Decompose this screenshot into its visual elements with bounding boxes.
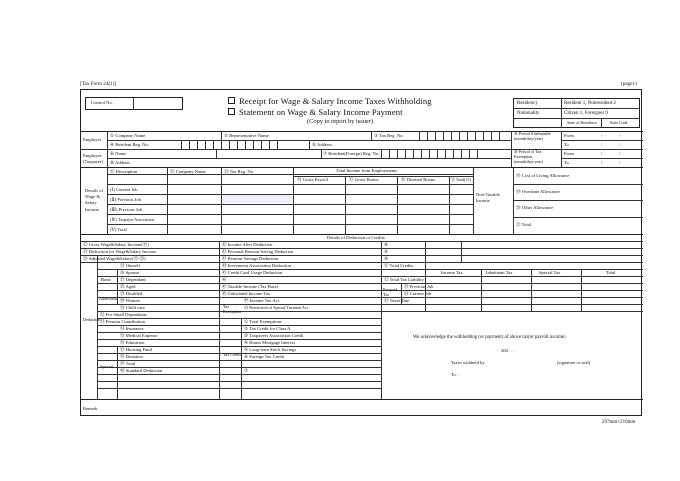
receipt-title: Receipt for Wage & Salary Income Taxes Withholding — [239, 96, 432, 106]
income-after-deduction: ㊶ Income After Deduction — [222, 242, 273, 247]
exemption-special-act: ㊿ Restriction of Special Taxation Act — [244, 305, 308, 310]
income-row-previous2: (Ⅲ) Previous Job — [110, 207, 143, 212]
income-row-total: (Ⅴ) Total — [110, 227, 127, 232]
personal-pension: ㊷ Personal Pension Saving Deduction — [222, 249, 294, 254]
issuer-label: Taxes withheld by — [451, 360, 485, 365]
deemed-bonus-header: ⑯ Deemed Bonus — [401, 177, 435, 182]
prepaid-previous-job: ⑬ Previous Job — [404, 284, 434, 289]
state-code-label: State Code — [610, 120, 628, 125]
deduction-label: Deduction — [83, 317, 101, 322]
state-label: State of Residence — [567, 120, 597, 125]
credit-label: Tax Credit — [223, 352, 241, 357]
signature-label[interactable]: (signature or seal) — [557, 360, 591, 365]
remark-label: Remark — [83, 406, 98, 411]
income-row-association: (Ⅳ) Taxpayer Association — [110, 217, 155, 222]
exemption-income-tax-act: ㊾ Income Tax Act — [244, 298, 279, 303]
tax-form: Control No. Receipt for Wage & Salary Income Taxes Withholding Statement on Wage & Salary Income Payment (Copy to report by issuer) Residency Resident 1, Nonresident 2 Nationality Citizen 1, Foreigner 9 State of Residence State Code Employer Employee (Taxpayer) ① Company Name ② Representative Name ③ Tax Reg. No. ④ Resident Reg. No. ⑤ Address ⑥ Name ⑦ Resident(Foreign) Reg. No. ⑧ Address ⑨ Period Attributable (month/day/year) ⑩ Period of Tax Exemption (month/day/year) From To From To / / / / / / / / Details of Wage & Salary Income ⑪ Description ⑫ Company Name ⑬ Tax Reg. No. Total Income from Employments ⑭ Gross Payroll ⑮ Gross Bonus ⑯ Deemed Bonus ⑰ Total(⑭) (Ⅰ) Current Job (Ⅱ) Previous Job (Ⅲ) Previous Job (Ⅳ) Taxpayer Association (Ⅴ) Total Non-Taxable Income ⑱ Cost of Living Allowance ⑲ Overtime Allowance ⑳ Other Allowance ㉑ Total Details of Deduction or Credits ㉒ Gross Wage&Salary Income(⑰) ㉓ Deduction for Wage&Salary Income ㉔ Adjusted Wage&Salary(㉒-㉓) Basic ㉕ Oneself ㉖ Spouse ㉗ Dependant Additional ㉘ Aged ㉙ Disabled ㉚ Women ㉛ Child care Deduction ㉜ For Small Dependants ㉝ Pension Contribution Special ㉞ Insurance ㉟ Medical Expense ㊱ Education ㊲ Housing Fund ㊳ Donation ㊴ Total ㊵ Standard Deduction ㊶ Income After Deduction ㊷ Personal Pension Saving Deduction ㊸ Pension Savings Deduction ㊹ Investment Association Deduction ㊺ Credit Card Usage Deduction ㊻ ㊼ Taxable Income (Tax Base) ㊽ Calculated Income Tax Tax Exemption ㊾ Income Tax Act ㊿ Restriction of Special Taxation Act Tax Credit ① Total Exemptions ② Tax Credit for Class A ③ Taxpayers Association Credit ④ House Mortgage Interest ⑤ Long-term Stock Savings ⑥ Foreign Tax Credit ⑦ ⑧ ⑨ ⑩ ⑪ Total Credits Income Tax Inhabitant Tax Special Tax Total ⑫ Total Tax Liability Pre-paid Tax ⑬ Previous Job ⑭ Current Job ⑮ Taxes Due We acknowledge the withholding (or payment) of above tax(or payroll income) 200 . . . Taxes withheld by (signature or seal) To : Remark — [80, 89, 642, 416]
control-no-label: Control No. — [91, 100, 113, 105]
credit-blank-row: ⑦ — [244, 368, 249, 373]
special-label: Special — [100, 364, 114, 369]
small-dependants-row: ㉜ For Small Dependants — [100, 312, 147, 317]
special-standard: ㊵ Standard Deduction — [120, 368, 163, 373]
employee-reg-field[interactable]: ⑦ Resident(Foreign) Reg. No. — [323, 151, 380, 156]
taxes-due: ⑮ Taxes Due — [384, 298, 410, 303]
period1-from: From — [564, 133, 574, 138]
inhabitant-tax-col: Inhabitant Tax — [486, 270, 513, 275]
pension-savings: ㊸ Pension Savings Deduction — [222, 256, 279, 261]
credit-card-usage: ㊺ Credit Card Usage Deduction — [222, 270, 283, 275]
nationality-label: Nationality — [517, 111, 540, 116]
total-col-header: ⑰ Total(⑭) — [451, 177, 471, 182]
gross-payroll-header: ⑭ Gross Payroll — [297, 177, 328, 182]
representative-field[interactable]: ② Representative Name — [224, 133, 269, 138]
additional-disabled: ㉙ Disabled — [120, 291, 143, 296]
nontax-other: ⑳ Other Allowance — [516, 205, 553, 210]
right-blank-2: ⑨ — [384, 249, 389, 254]
statement-checkbox[interactable] — [228, 108, 235, 115]
right-blank-1: ⑧ — [384, 242, 389, 247]
size-note: 297mm×210mm — [602, 420, 636, 425]
acknowledge-text: We acknowledge the withholding (or payment) of above tax(or payroll income) — [413, 335, 566, 340]
period2-from: From — [564, 151, 574, 156]
employee-label: Employee (Taxpayer) — [83, 153, 104, 164]
basic-label: Basic — [101, 277, 112, 282]
income-side-label: Details of Wage & Salary Income — [85, 188, 103, 212]
employer-address-field[interactable]: ⑤ Address — [312, 142, 333, 147]
employer-label: Employer — [83, 137, 102, 142]
income-row-current: (Ⅰ) Current Job — [110, 187, 138, 192]
period-exemption-label: ⑩ Period of Tax Exemption (month/day/year) — [514, 149, 544, 164]
prepaid-current-job: ⑭ Current Job — [404, 291, 432, 296]
special-total: ㊴ Total — [120, 361, 136, 366]
stock-savings: ⑤ Long-term Stock Savings — [244, 347, 297, 352]
page-number: (page1) — [621, 81, 637, 87]
mid-blank-row: ㊻ — [222, 277, 227, 282]
income-tax-col: Income Tax — [441, 270, 463, 275]
deduction-header: Details of Deduction or Credits — [327, 235, 385, 240]
residency-value: Resident 1, Nonresident 2 — [564, 101, 616, 106]
total-credits: ⑪ Total Credits — [384, 263, 414, 268]
investment-association: ㊹ Investment Association Deduction — [222, 263, 292, 268]
description-header: ⑪ Description — [110, 169, 138, 174]
additional-childcare: ㉛ Child care — [120, 305, 145, 310]
nontax-overtime: ⑲ Overtime Allowance — [516, 189, 560, 194]
receipt-checkbox[interactable] — [228, 97, 235, 104]
basic-dependant: ㉗ Dependant — [120, 277, 146, 282]
resident-reg-field[interactable]: ④ Resident Reg. No. — [110, 142, 149, 147]
period1-to: To — [564, 142, 569, 147]
right-blank-3: ⑩ — [384, 256, 389, 261]
copy-note: (Copy to report by issuer) — [307, 118, 374, 125]
employee-address-field[interactable]: ⑧ Address — [110, 160, 131, 165]
employee-name-field[interactable]: ⑥ Name — [110, 151, 127, 156]
special-donation: ㊳ Donation — [120, 354, 143, 359]
special-tax-col: Special Tax — [539, 270, 561, 275]
basic-oneself: ㉕ Oneself — [120, 263, 141, 268]
special-medical: ㉟ Medical Expense — [120, 333, 158, 338]
basic-spouse: ㉖ Spouse — [120, 270, 140, 275]
calculated-tax: ㊽ Calculated Income Tax — [222, 291, 271, 296]
credit-class-a: ② Tax Credit for Class A — [244, 326, 291, 331]
taxreg-header: ⑬ Tax Reg. No. — [224, 169, 255, 174]
wage-deduction-row: ㉓ Deduction for Wage&Salary Income — [83, 249, 157, 254]
special-insurance: ㉞ Insurance — [120, 326, 144, 331]
total-income-header: Total Income from Employments — [336, 168, 398, 173]
exemption-label: Tax Exemption — [223, 304, 242, 315]
period-attributable-label: ⑨ Period Attributable (month/day/year) — [514, 131, 551, 141]
gross-wage-row: ㉒ Gross Wage&Salary Income(⑰) — [83, 242, 149, 247]
period2-to: To — [564, 160, 569, 165]
additional-women: ㉚ Women — [120, 298, 140, 303]
association-credit: ③ Taxpayers Association Credit — [244, 333, 304, 338]
nontaxable-label: Non-Taxable Income — [476, 192, 500, 204]
prepaid-label: Pre-paid Tax — [383, 287, 398, 298]
date-line[interactable]: 200 . . . — [501, 348, 515, 353]
tax-reg-field[interactable]: ③ Tax Reg. No. — [374, 133, 404, 138]
additional-label: Additional — [99, 296, 117, 301]
company-header: ⑫ Company Name — [170, 169, 206, 174]
mortgage-interest: ④ House Mortgage Interest — [244, 340, 295, 345]
income-row-previous1: (Ⅱ) Previous Job — [110, 197, 141, 202]
statement-title: Statement on Wage & Salary Income Payment — [239, 107, 403, 117]
pension-row: ㉝ Pension Contribution — [100, 319, 145, 324]
additional-aged: ㉘ Aged — [120, 284, 136, 289]
special-education: ㊱ Education — [120, 340, 145, 345]
total-col: Total — [606, 270, 616, 275]
foreign-tax-credit: ⑥ Foreign Tax Credit — [244, 354, 285, 359]
company-name-field[interactable]: ① Company Name — [110, 133, 146, 138]
total-exemptions: ① Total Exemptions — [244, 319, 282, 324]
special-housing: ㊲ Housing Fund — [120, 347, 152, 352]
residency-label: Residency — [517, 101, 538, 106]
nontax-total: ㉑ Total — [516, 222, 532, 227]
to-label: To : — [451, 372, 459, 377]
nontax-cost-of-living: ⑱ Cost of Living Allowance — [516, 173, 570, 178]
form-number: [Tax Form 24(1)] — [80, 81, 117, 87]
taxable-income: ㊼ Taxable Income (Tax Base) — [222, 284, 279, 289]
nationality-value: Citizen 1, Foreigner 9 — [564, 111, 608, 116]
total-tax-liability: ⑫ Total Tax Liability — [384, 277, 424, 282]
gross-bonus-header: ⑮ Gross Bonus — [349, 177, 379, 182]
adjusted-wage-row: ㉔ Adjusted Wage&Salary(㉒-㉓) — [83, 256, 146, 261]
